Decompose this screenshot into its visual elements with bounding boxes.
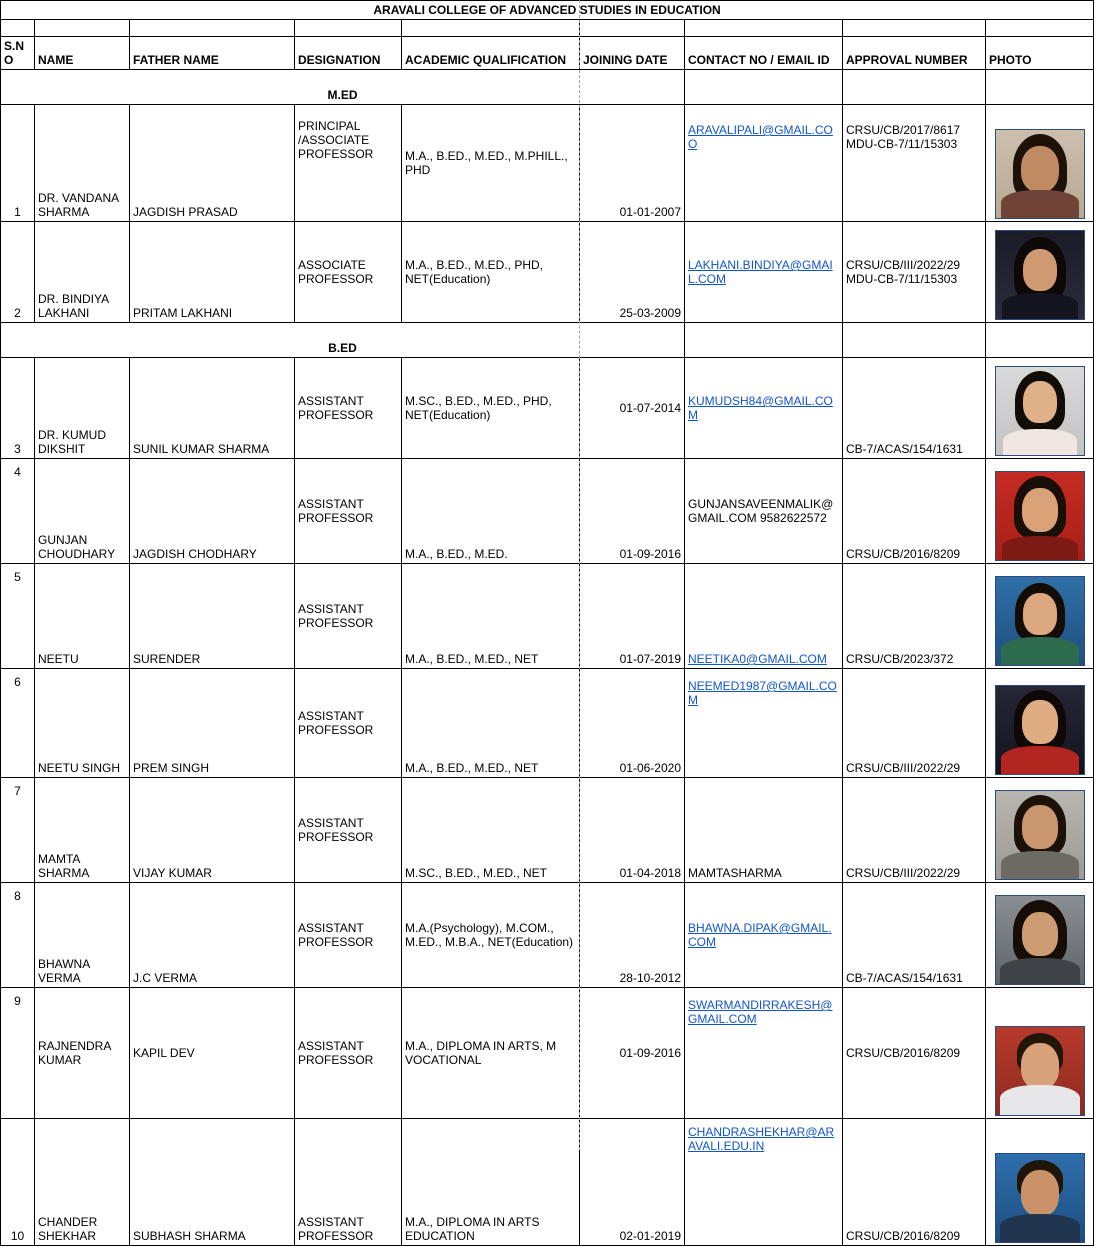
email-link-cont[interactable]: M	[688, 693, 698, 707]
table-row	[1, 1119, 1094, 1246]
cell-joining-date: 02-01-2019	[580, 1119, 685, 1246]
cell-joining-date: 01-09-2016	[580, 459, 685, 564]
cell-father-name: PRITAM LAKHANI	[130, 222, 295, 323]
photo-kumud-dikshit	[995, 366, 1085, 456]
cell-contact[interactable]	[685, 669, 843, 778]
cell-father-name: SUNIL KUMAR SHARMA	[130, 358, 295, 459]
cell-joining-date: 28-10-2012	[580, 883, 685, 988]
cell-qualification: M.A., B.ED., M.ED., PHD, NET(Education)	[402, 222, 580, 323]
email-link[interactable]: CHANDRASHEKHAR@AR	[688, 1125, 835, 1139]
cell-designation: ASSISTANT PROFESSOR	[295, 778, 402, 883]
cell-photo	[986, 883, 1094, 988]
cell-contact[interactable]	[685, 105, 843, 222]
cell-qualification: M.A., B.ED., M.ED.	[402, 459, 580, 564]
section-header-med	[1, 70, 1094, 105]
cell-name: MAMTA SHARMA	[35, 778, 130, 883]
cell-photo	[986, 988, 1094, 1119]
section-bed-filler-contact	[685, 323, 843, 358]
cell-approval: CB-7/ACAS/154/1631	[843, 883, 986, 988]
cell-joining-date: 01-01-2007	[580, 105, 685, 222]
cell-photo	[986, 358, 1094, 459]
cell-photo	[986, 669, 1094, 778]
cell-approval: CRSU/CB/III/2022/29	[843, 778, 986, 883]
cell-name: DR. KUMUD DIKSHIT	[35, 358, 130, 459]
cell-contact[interactable]	[685, 988, 843, 1119]
cell-sno: 10	[1, 1119, 35, 1246]
cell-name: NEETU SINGH	[35, 669, 130, 778]
email-link-cont[interactable]: .COM	[688, 921, 832, 949]
email-link-cont[interactable]: O	[688, 137, 698, 151]
cell-father-name: J.C VERMA	[130, 883, 295, 988]
email-link[interactable]: NEEMED1987@GMAIL.CO	[688, 679, 837, 693]
cell-qualification: M.A., B.ED., M.ED., NET	[402, 669, 580, 778]
table-header-row	[1, 37, 1094, 70]
cell-designation: ASSISTANT PROFESSOR	[295, 564, 402, 669]
cell-contact[interactable]	[685, 1119, 843, 1246]
cell-photo	[986, 1119, 1094, 1246]
document-title-row	[1, 1, 1094, 20]
photo-neetu-singh	[995, 685, 1085, 775]
cell-sno: 1	[1, 105, 35, 222]
table-row	[1, 105, 1094, 222]
approval-line-1: CRSU/CB/III/2022/29	[846, 258, 961, 272]
cell-sno: 3	[1, 358, 35, 459]
cell-qualification: M.A., B.ED., M.ED., M.PHILL., PHD	[402, 105, 580, 222]
cell-approval: CRSU/CB/2016/8209	[843, 988, 986, 1119]
cell-contact[interactable]	[685, 883, 843, 988]
cell-name: BHAWNA VERMA	[35, 883, 130, 988]
cell-name: CHANDER SHEKHAR	[35, 1119, 130, 1246]
photo-gunjan-choudhary	[995, 471, 1085, 561]
email-link-cont[interactable]: GMAIL.COM	[688, 1012, 757, 1026]
photo-neetu	[995, 576, 1085, 666]
cell-photo	[986, 222, 1094, 323]
cell-joining-date: 25-03-2009	[580, 222, 685, 323]
table-row	[1, 564, 1094, 669]
cell-name: NEETU	[35, 564, 130, 669]
photo-rajnendra-kumar	[995, 1026, 1085, 1116]
photo-bhawna-verma	[995, 895, 1085, 985]
table-row	[1, 459, 1094, 564]
cell-approval: CRSU/CB/2016/8209	[843, 459, 986, 564]
cell-designation: ASSISTANT PROFESSOR	[295, 669, 402, 778]
page-title: ARAVALI COLLEGE OF ADVANCED STUDIES IN EDUCATION	[1, 1, 1094, 20]
cell-father-name: JAGDISH PRASAD	[130, 105, 295, 222]
section-med-filler-photo	[986, 70, 1094, 105]
section-label-med: M.ED	[1, 70, 685, 105]
cell-designation: ASSISTANT PROFESSOR	[295, 883, 402, 988]
cell-father-name: PREM SINGH	[130, 669, 295, 778]
cell-contact	[685, 778, 843, 883]
cell-qualification: M.SC., B.ED., M.ED., NET	[402, 778, 580, 883]
cell-sno: 7	[1, 778, 35, 883]
cell-name: RAJNENDRA KUMAR	[35, 988, 130, 1119]
email-link[interactable]: ARAVALIPALI@GMAIL.CO	[688, 123, 833, 137]
header-approval: APPROVAL NUMBER	[843, 37, 986, 70]
cell-sno: 8	[1, 883, 35, 988]
spacer-row	[1, 20, 1094, 37]
cell-qualification: M.A., DIPLOMA IN ARTS, M VOCATIONAL	[402, 988, 580, 1119]
section-bed-filler-approval	[843, 323, 986, 358]
cell-father-name: KAPIL DEV	[130, 988, 295, 1119]
section-med-filler-approval	[843, 70, 986, 105]
photo-vandana-sharma	[995, 129, 1085, 219]
cell-father-name: JAGDISH CHODHARY	[130, 459, 295, 564]
section-header-bed	[1, 323, 1094, 358]
table-row	[1, 358, 1094, 459]
approval-line-2: MDU-CB-7/11/15303	[846, 137, 958, 151]
table-row	[1, 222, 1094, 323]
email-link-cont[interactable]: AVALI.EDU.IN	[688, 1139, 765, 1153]
section-label-bed: B.ED	[1, 323, 685, 358]
cell-joining-date: 01-07-2019	[580, 564, 685, 669]
email-link[interactable]: NEETIKA0@GMAIL.COM	[688, 652, 827, 666]
header-joining-date: JOINING DATE	[580, 37, 685, 70]
cell-approval: CB-7/ACAS/154/1631	[843, 358, 986, 459]
cell-joining-date: 01-09-2016	[580, 988, 685, 1119]
contact-text: GUNJANSAVEENMALIK@GMAIL.COM 9582622572	[688, 497, 834, 525]
cell-designation: ASSISTANT PROFESSOR	[295, 988, 402, 1119]
header-name: NAME	[35, 37, 130, 70]
cell-name: DR. VANDANA SHARMA	[35, 105, 130, 222]
cell-father-name: SUBHASH SHARMA	[130, 1119, 295, 1246]
cell-contact[interactable]	[685, 358, 843, 459]
cell-designation: ASSISTANT PROFESSOR	[295, 1119, 402, 1246]
cell-designation: ASSOCIATE PROFESSOR	[295, 222, 402, 323]
cell-qualification: M.A., DIPLOMA IN ARTS EDUCATION	[402, 1119, 580, 1246]
cell-sno: 9	[1, 988, 35, 1119]
cell-approval: CRSU/CB/2016/8209	[843, 1119, 986, 1246]
approval-line-2: MDU-CB-7/11/15303	[846, 272, 958, 286]
header-designation: DESIGNATION	[295, 37, 402, 70]
table-row	[1, 988, 1094, 1119]
email-link-cont[interactable]: IL.COM	[688, 258, 833, 286]
email-link-cont[interactable]: M	[688, 408, 698, 422]
photo-bindiya-lakhani	[995, 230, 1085, 320]
section-bed-filler-photo	[986, 323, 1094, 358]
email-link[interactable]: BHAWNA.DIPAK@GMAIL	[688, 921, 829, 935]
cell-approval	[843, 222, 986, 323]
cell-qualification: M.A., B.ED., M.ED., NET	[402, 564, 580, 669]
cell-approval: CRSU/CB/2023/372	[843, 564, 986, 669]
cell-qualification: M.A.(Psychology), M.COM., M.ED., M.B.A., NET(Education)	[402, 883, 580, 988]
email-link[interactable]: LAKHANI.BINDIYA@GMA	[688, 258, 830, 272]
email-link[interactable]: SWARMANDIRRAKESH@	[688, 998, 833, 1012]
cell-photo	[986, 778, 1094, 883]
approval-line-1: CRSU/CB/2017/8617	[846, 123, 961, 137]
photo-chander-shekhar	[995, 1153, 1085, 1243]
cell-approval	[843, 105, 986, 222]
contact-text: MAMTASHARMA	[688, 866, 782, 880]
cell-name: DR. BINDIYA LAKHANI	[35, 222, 130, 323]
header-photo: PHOTO	[986, 37, 1094, 70]
cell-designation: ASSISTANT PROFESSOR	[295, 459, 402, 564]
cell-sno: 6	[1, 669, 35, 778]
cell-sno: 4	[1, 459, 35, 564]
cell-joining-date: 01-07-2014	[580, 358, 685, 459]
cell-sno: 2	[1, 222, 35, 323]
header-contact: CONTACT NO / EMAIL ID	[685, 37, 843, 70]
cell-sno: 5	[1, 564, 35, 669]
cell-photo	[986, 105, 1094, 222]
cell-father-name: SURENDER	[130, 564, 295, 669]
cell-designation: ASSISTANT PROFESSOR	[295, 358, 402, 459]
section-med-filler-contact	[685, 70, 843, 105]
cell-photo	[986, 459, 1094, 564]
cell-photo	[986, 564, 1094, 669]
cell-name: GUNJAN CHOUDHARY	[35, 459, 130, 564]
cell-designation: PRINCIPAL /ASSOCIATE PROFESSOR	[295, 105, 402, 222]
header-father-name: FATHER NAME	[130, 37, 295, 70]
cell-joining-date: 01-06-2020	[580, 669, 685, 778]
table-row	[1, 883, 1094, 988]
cell-contact[interactable]	[685, 564, 843, 669]
cell-contact[interactable]	[685, 222, 843, 323]
cell-qualification: M.SC., B.ED., M.ED., PHD, NET(Education)	[402, 358, 580, 459]
photo-mamta-sharma	[995, 790, 1085, 880]
table-row	[1, 778, 1094, 883]
email-link[interactable]: KUMUDSH84@GMAIL.CO	[688, 394, 833, 408]
cell-father-name: VIJAY KUMAR	[130, 778, 295, 883]
table-row	[1, 669, 1094, 778]
header-qualification: ACADEMIC QUALIFICATION	[402, 37, 580, 70]
cell-joining-date: 01-04-2018	[580, 778, 685, 883]
cell-approval: CRSU/CB/III/2022/29	[843, 669, 986, 778]
cell-contact	[685, 459, 843, 564]
header-sno: S.NO	[1, 37, 35, 70]
